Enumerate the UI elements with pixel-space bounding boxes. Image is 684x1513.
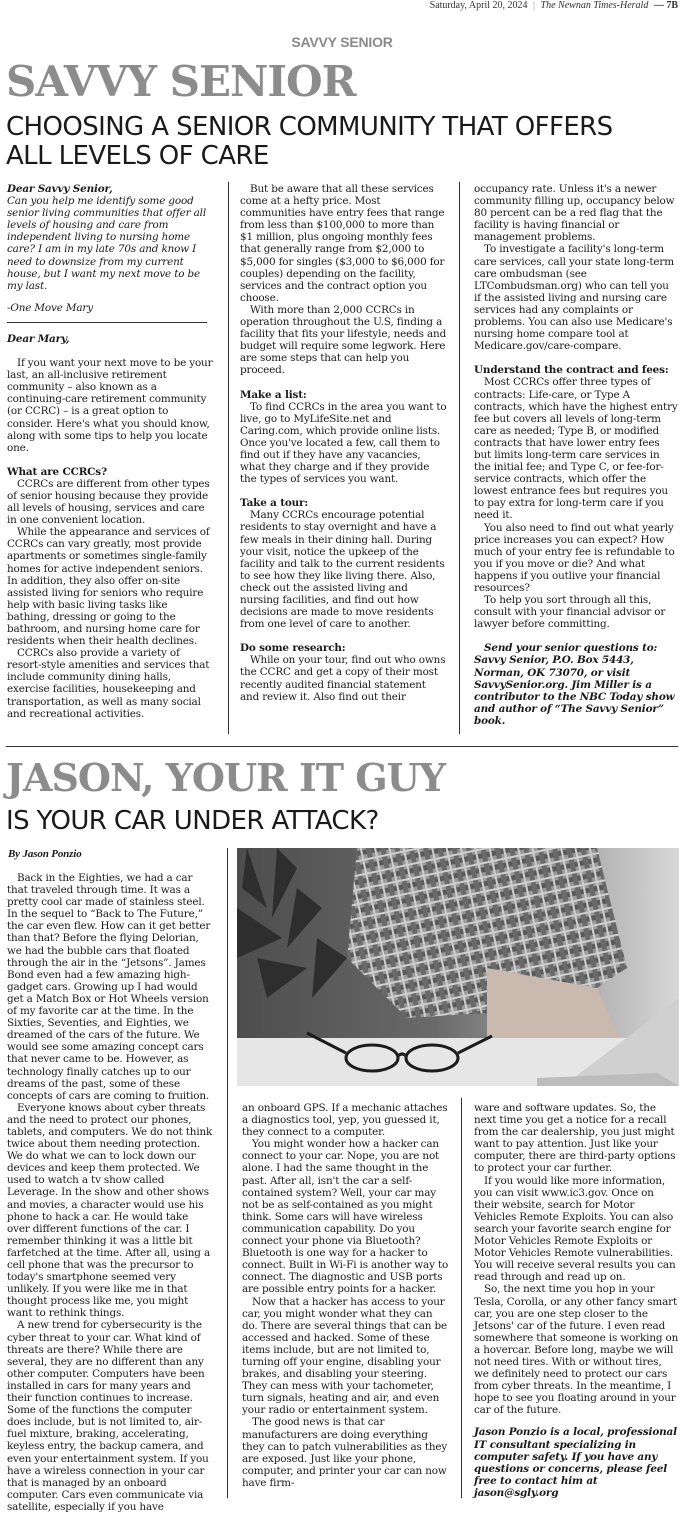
subhead: Make a list: [240, 388, 307, 401]
photo-man-glasses-laptop-icon [237, 848, 679, 1086]
itguy-headline: IS YOUR CAR UNDER ATTACK? [6, 806, 379, 836]
article-photo [237, 848, 679, 1086]
paragraph: If you want your next move to be your last, an all-inclusive retirement community – also known as a continuing-care retirement community (or CCRC) – is a great option to consider. Here's what you should know, along with some tips to help you locate one. [7, 357, 213, 454]
author-tagline: Jason Ponzio is a local, professional IT consultant specializing in computer safety. If you have any questions or concerns, please feel free to contact him at jason@sgly.org [474, 1426, 677, 1499]
paragraph: But be aware that all these services come at a hefty price. Most communities have entry fees that range from less than $100,000 to more than $1 million, plus ongoing monthly fees that generally range from $2,000 to $5,000 for singles ($3,000 to $6,000 for couples) depending on the facility, services and the contract option you choose. [240, 183, 445, 304]
itguy-column-2 [242, 1102, 450, 1489]
folio-page: — 7B [653, 0, 678, 11]
subhead: Do some research: [240, 642, 346, 655]
savvy-column-1 [7, 183, 213, 720]
savvy-headline-line2: ALL LEVELS OF CARE [6, 141, 269, 171]
paragraph: If you would like more information, you can visit www.ic3.gov. Once on their website, search for Motor Vehicles Remote Exploits. You can also search your favorite search engine for Motor Vehicles Remote Exploits or Motor Vehicles Remote vulnerabilities. You will receive several results you can read through and read up on. [474, 1174, 676, 1284]
byline: By Jason Ponzio [8, 848, 82, 860]
paragraph: You might wonder how a hacker can connect to your car. Nope, you are not alone. I had the same thought in the past. After all, isn't the car a self-contained system? Well, your car may not be as self-contained as you might think. Some cars will have wireless communication capability. Do you connect your phone via Bluetooth? Bluetooth is one way for a hacker to connect. Built in Wi-Fi is another way to connect. The diagnostic and USB ports are possible entry points for a hacker. [242, 1138, 449, 1296]
paragraph: an onboard GPS. If a mechanic attaches a diagnostics tool, yep, you guessed it, they connect to a computer. [242, 1102, 448, 1139]
paragraph: The good news is that car manufacturers are doing everything they can to patch vulnerabilities as they are exposed. Just like your phone, computer, and printer your car can now have firm- [242, 1416, 448, 1489]
subhead: What are CCRCs? [7, 465, 107, 478]
section-divider [6, 746, 678, 747]
column-divider [228, 182, 229, 734]
paragraph: So, the next time you hop in your Tesla, Corolla, or any other fancy smart car, you are one step closer to the Jetsons' car of the future. I even read somewhere that someone is working on a hovercar. Before long, maybe we will not need tires. With or without tires, we definitely need to protect our cars from cyber threats. In the meantime, I hope to see you floating around in your car of the future. [474, 1283, 679, 1417]
paragraph: occupancy rate. Unless it's a newer community filling up, occupancy below 80 percent can be a red flag that the facility is having financial or management problems. [474, 183, 675, 244]
folio-separator: | [533, 0, 536, 11]
letter-divider [7, 322, 207, 323]
itguy-column-3 [474, 1102, 679, 1499]
letter-signoff: -One Move Mary [7, 301, 93, 314]
column-divider [459, 182, 460, 734]
paragraph: To investigate a facility's long-term care services, call your state long-term care ombudsman (see LTCombudsman.org) who can tell you if the assisted living and nursing care services had any complaints or problems. You can also use Medicare's nursing home compare tool at Medicare.gov/care-compare. [474, 243, 674, 353]
itguy-title: JASON, YOUR IT GUY [6, 755, 445, 800]
reply-salutation: Dear Mary, [7, 332, 70, 345]
author-tagline: Send your senior questions to: Savvy Senior, P.O. Box 5443, Norman, OK 73070, or visit SavvySenior.org. Jim Miller is a contributor to the NBC Today show and author of “The Savvy Senior” book. [474, 642, 675, 727]
subhead: Understand the contract and fees: [474, 364, 669, 377]
paragraph: Everyone knows about cyber threats and the need to protect our phones, tablets, and computers. We do not think twice about them needing protection. We do what we can to lock down our devices and keep them protected. We used to watch a tv show called Leverage. In the show and other shows and movies, a character would use his phone to hack a car. He would take over different functions of the car. I remember thinking it was a little bit farfetched at the time. After all, using a cell phone that was the precursor to today's smartphone seemed very unlikely. If you were like me in that thought process like me, you might want to rethink things. [7, 1101, 213, 1320]
paragraph: ware and software updates. So, the next time you get a notice for a recall from the car dealership, you just might want to pay attention. Just like your computer, there are third-party options to protect your car further. [474, 1102, 676, 1175]
page-folio [430, 0, 678, 11]
folio-paper: The Newnan Times-Herald [540, 0, 649, 11]
savvy-column-2 [240, 183, 448, 703]
column-divider [461, 1098, 462, 1498]
column-divider [227, 848, 228, 1498]
folio-date: Saturday, April 20, 2024 [429, 0, 528, 11]
paragraph: While the appearance and services of CCRCs can vary greatly, most provide apartments or sometimes single-family homes for active independent seniors. In addition, they also offer on-site assisted living for seniors who require help with basic living tasks like bathing, dressing or going to the bathroom, and nursing home care for residents when their health declines. [7, 526, 210, 648]
paragraph: CCRCs also provide a variety of resort-style amenities and services that include community dining halls, exercise facilities, housekeeping and transportation, as well as many social and recreational activities. [7, 647, 210, 720]
savvy-headline-line1: CHOOSING A SENIOR COMMUNITY THAT OFFERS [6, 112, 613, 142]
paragraph: Now that a hacker has access to your car, you might wonder what they can do. There are several things that can be accessed and hacked. Some of these items include, but are not limited to, turning off your engine, disabling your brakes, and disabling your steering. They can mess with your tachometer, turn signals, heating and air, and even your radio or entertainment system. [242, 1295, 447, 1417]
letter-salutation: Dear Savvy Senior, [7, 183, 113, 195]
paragraph: With more than 2,000 CCRCs in operation throughout the U.S, finding a facility that fits your lifestyle, needs and budget will require some legwork. Here are some steps that can help you proceed. [240, 303, 447, 377]
paragraph: Back in the Eighties, we had a car that traveled through time. It was a pretty cool car made of stainless steel. In the sequel to “Back to The Future,” the car even flew. How can it get better than that? Before the flying Delorian, we had the bubble cars that floated through the air in the “Jetsons”. James Bond even had a few amazing high-gadget cars. Growing up I had would get a Match Box or Hot Wheels version of my favorite car at the time. In the Sixties, Seventies, and Eighties, we dreamed of the cars of the future. We would see some amazing concept cars that never came to be. However, as technology finally catches up to our dreams of the past, some of these concepts of cars are coming to fruition. [7, 872, 211, 1102]
savvy-headline [6, 113, 684, 171]
section-kicker: SAVVY SENIOR [291, 34, 393, 50]
savvy-column-3 [474, 183, 678, 727]
paragraph: To help you sort through all this, consult with your financial advisor or lawyer before committing. [474, 594, 666, 631]
paragraph: CCRCs are different from other types of senior housing because they provide all levels of housing, services and care in one convenient location. [7, 477, 210, 527]
paragraph: While on your tour, find out who owns the CCRC and get a copy of their most recently audited financial statement and review it. Also find out their [240, 654, 446, 703]
paragraph: To find CCRCs in the area you want to live, go to MyLifeSite.net and Caring.com, which provide online lists. Once you've located a few, call them to find out if they have any vacancies, what they charge and if they provide the types of services you want. [240, 400, 447, 486]
subhead: Take a tour: [240, 497, 309, 510]
savvy-title: SAVVY SENIOR [6, 57, 356, 106]
paragraph: Many CCRCs encourage potential residents to stay overnight and have a few meals in their dining hall. During your visit, notice the upkeep of the facility and talk to the current residents to see how they like living there. Also, check out the assisted living and nursing facilities, and find out how decisions are made to move residents from one level of care to another. [240, 509, 445, 631]
itguy-column-1 [7, 872, 213, 1513]
paragraph: Most CCRCs offer three types of contracts: Life-care, or Type A contracts, which have the highest entry fee but covers all levels of long-term care as needed; Type B, or modified contracts that have lower entry fees but limits long-term care services in the initial fee; and Type C, or fee-for-service contracts, which offer the lowest entrance fees but requires you to pay extra for long-term care if you need it. [474, 376, 678, 522]
letter-question: Can you help me identify some good senior living communities that offer all levels of housing and care from independent living to nursing home care? I am in my late 70s and know I need to downsize from my current house, but I want my next move to be my last. [7, 195, 207, 292]
paragraph: A new trend for cybersecurity is the cyber threat to your car. What kind of threats are there? While there are several, they are no different than any other computer. Computers have been installed in cars for many years and their function continues to increase. Some of the functions the computer does include, but is not limited to, air-fuel mixture, braking, accelerating, keyless entry, the backup camera, and even your entertainment system. If you have a wireless connection in your car that is managed by an onboard computer. Cars even communicate via satellite, especially if you have [7, 1319, 209, 1513]
paragraph: You also need to find out what yearly price increases you can expect? How much of your entry fee is refundable to you if you move or die? And what happens if you outlive your financial resources? [474, 521, 675, 594]
